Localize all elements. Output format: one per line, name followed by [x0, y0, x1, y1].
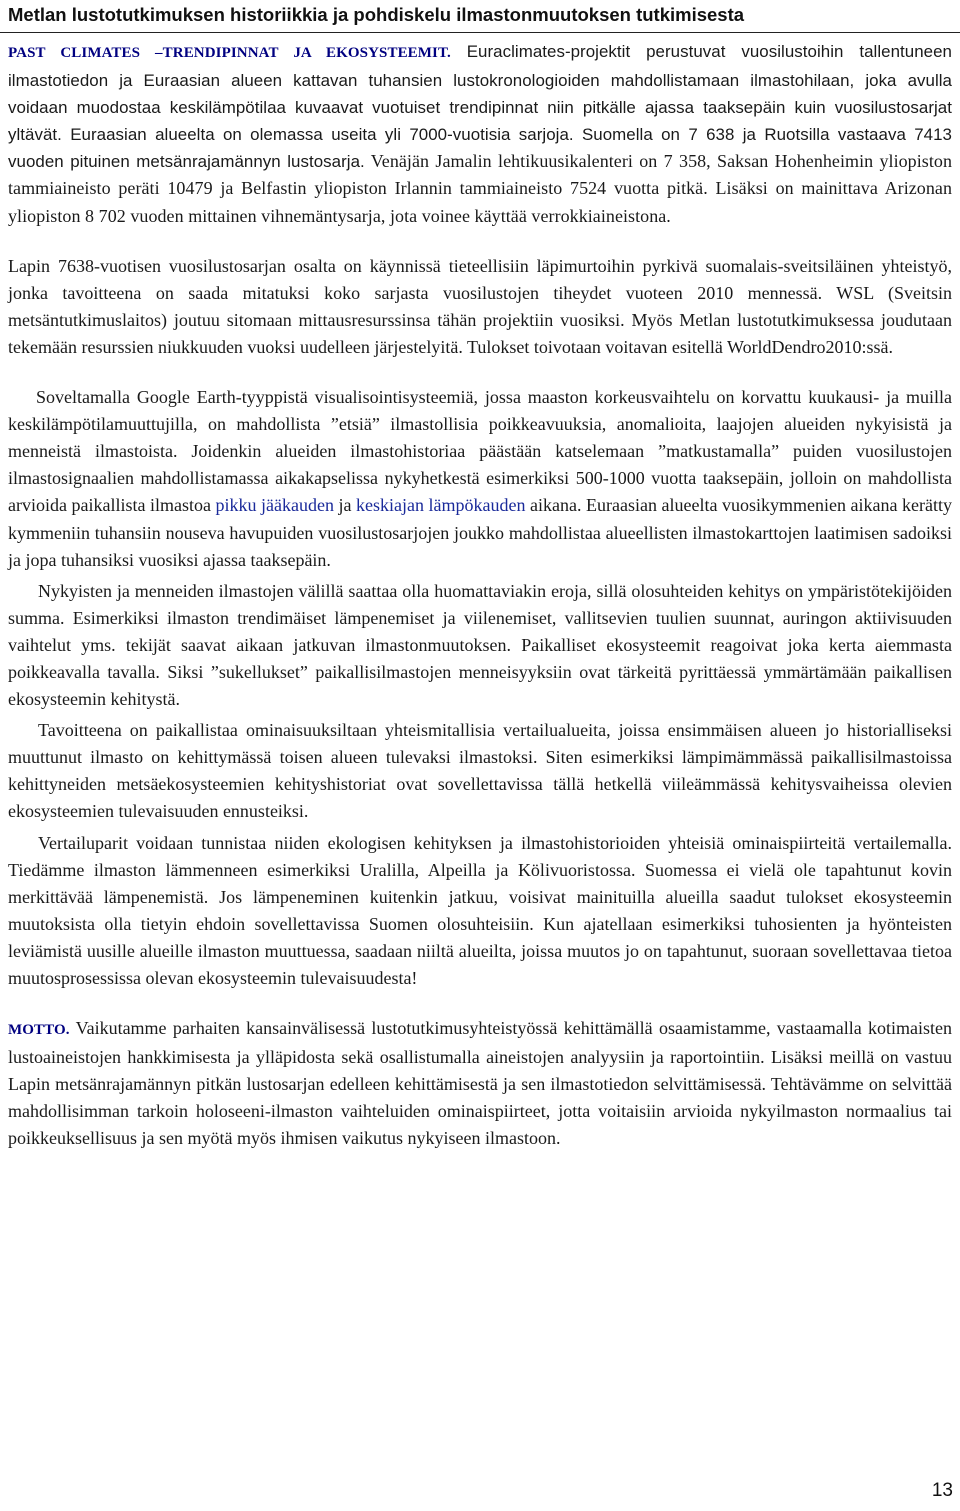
past-climates-text-a: Euraclimates-projektit perustuvat vuosilustoihin tallentuneen ilmastotiedon ja Euraasian alueen kattavan tuhansien lustokronologioiden mahdollistamaan ilmastohilaan, joka avulla voidaan muodostaa keskilämpötilaa kuvaavat vuotuiset trendipinnat niin pitkälle ajassa taaksepäin kuin vuosilustosarjat yltävät. Euraasian alueelta on olemassa useita yli 7000-vuotisia sarjoja. Suomella on 7 638 ja Ruotsilla vastaava 7413 vuoden pituinen metsänrajamännyn lustosarja. — [8, 42, 952, 172]
paragraph-past-climates — [8, 38, 952, 230]
paragraph-lappi: Lapin 7638-vuotisen vuosilustosarjan osalta on käynnissä tieteellisiin läpimurtoihin pyrkivä suomalais-sveitsiläinen yhteistyö, jonka tavoitteena on saada mitatuksi koko sarjasta vuosilustojen tiheydet vuoteen 2010 mennessä. WSL (Sveitsin metsäntutkimuslaitos) joutuu sitomaan mittausresurssinsa tähän projektiin vuosiksi. Myös Metlan lustotutkimuksessa joudutaan tekemään resurssien niukkuuden vuoksi uudelleen järjestelyitä. Tulokset toivotaan voitavan esitellä WorldDendro2010:ssä. — [8, 255, 952, 357]
link-pikku-jaakausi[interactable]: pikku jääkauden — [215, 495, 334, 516]
google-earth-text-c: aikana. Euraasian alueelta vuosikymmenien aikana kerätty kymmeniin tuhansiin nouseva havupuiden vuosilustosarjojen joukko mahdollistaa alueellisten ilmastokarttojen laatimisen sadoiksi ja jopa tuhansiksi vuosiksi ajassa taaksepäin. — [8, 495, 952, 570]
motto-text: Vaikutamme parhaiten kansainvälisessä lustotutkimusyhteistyössä kehittämällä osaamistamme, vastaamalla kotimaisten lustoaineistojen hankkimisesta ja ylläpidosta sekä osallistumalla aineistojen analyysiin ja raportointiin. Lisäksi meillä on vastuu Lapin metsänrajamännyn pitkän lustosarjan edelleen kehittämisestä ja sen ilmastotiedon selvittämisessä. Tehtävämme on selvittää mahdollisimman tarkoin holoseeni-ilmaston vaihteluiden ominaispiirteet, jotta voitaisiin arvioida nykyilmaston normaalius tai poikkeuksellisuus ja sen myötä myös ihmisen vaikutus nykyiseen ilmastoon. — [8, 1018, 952, 1149]
page-number: 13 — [931, 1480, 953, 1501]
google-earth-text-a: Soveltamalla Google Earth-tyyppistä visualisointisysteemiä, jossa maaston korkeusvaihtelu on korvattu kuukausi- ja muilla keskilämpötilamuuttujilla, on mahdollista ”etsiä” ilmastollisia poikkeavuuksia, anomalioita, laajojen alueiden nykyisistä ja menneistä ilmastoista. Joidenkin alueiden ilmastohistoriaa päästään katselemaan ”matkustamalla” puiden vuosilustojen ilmastosignaalien mahdollistamassa aikakapselissa nykyhetkestä esimerkiksi 500-1000 vuotta taaksepäin, jolloin on mahdollista arvioida paikallista ilmastoa — [8, 387, 952, 516]
page-header — [0, 0, 960, 33]
page-title: Metlan lustotutkimuksen historiikkia ja pohdiskelu ilmastonmuutoksen tutkimisesta — [8, 4, 745, 25]
link-keskiajan-lampokausi[interactable]: keskiajan lämpökauden — [356, 495, 526, 516]
paragraph-vertailuparit: Vertailuparit voidaan tunnistaa niiden ekologisen kehityksen ja ilmastohistorioiden yhteisiä ominaispiirteitä vertailemalla. Tiedämme ilmaston lämmenneen esimerkiksi Uralilla, Alpeilla ja Kölivuoristossa. Suomessa ei vielä ole tapahtunut kovin merkittävää lämpenemistä. Jos lämpeneminen kuitenkin jatkuu, voisivat mainituilla alueilla saadut tulokset ekosysteemin muutoksista olla tietyin ehdoin sovellettavissa Suomen olosuhteisiin. Kun ajatellaan esimerkiksi tuhosienten ja hyönteisten leviämistä uusille alueille ilmaston muuttuessa, saadaan niiltä alueilta, joissa muutos jo on tapahtunut, suoraan sovellettavaa tietoa muutosprosessissa olevan ekosysteemin tulevaisuudesta! — [8, 832, 952, 988]
lead-heading-past-climates: PAST CLIMATES –TRENDIPINNAT JA EKOSYSTEEMIT. — [8, 45, 451, 61]
past-climates-text-b: Venäjän Jamalin lehtikuusikalenteri on 7 358, Saksan Hohenheimin yliopiston tammiaineisto peräti 10479 ja Belfastin yliopiston Irlannin tammiaineisto 7524 vuotta pitkä. Lisäksi on mainittava Arizonan yliopiston 8 702 vuoden mittainen vihnemäntysarja, jota voinee käyttää verrokkiaineistona. — [8, 151, 952, 226]
paragraph-motto — [8, 1015, 952, 1152]
google-earth-text-b: ja — [334, 495, 357, 516]
document-body — [8, 38, 952, 1153]
lead-heading-motto: MOTTO. — [8, 1022, 70, 1039]
paragraph-google-earth — [8, 384, 952, 574]
paragraph-nykyisten: Nykyisten ja menneiden ilmastojen välillä saattaa olla huomattaviakin eroja, sillä olosuhteiden kehitys on ympäristötekijöiden summa. Esimerkiksi ilmaston trendimäiset lämpenemiset ja viilenemiset, vallitsevien tuulien suunnat, auringon aktiivisuuden vaihtelut yms. tekijät saavat aikaan jatkuvan ilmastonmuutoksen. Paikalliset ekosysteemit reagoivat joka kerta aiemmasta poikkeavalla tavalla. Siksi ”sukellukset” paikallisilmastojen menneisyyksiin ovat tärkeitä pyrittäessä ymmärtämään paikallisen ekosysteemin kehitystä. — [8, 580, 952, 710]
paragraph-tavoitteena: Tavoitteena on paikallistaa ominaisuuksiltaan yhteismitallisia vertailualueita, joissa ensimmäisen alueen jo historialliseksi muuttunut ilmasto on kehittymässä toisen alueen tulevaksi ilmastoksi. Siten esimerkiksi lämpimämmässä paikallisilmastoissa kehittyneiden metsäekosysteemien kehityshistoriat ovat sovellettavissa tällä hetkellä viileämmässä kehitysvaiheissa olevien ekosysteemien tulevaisuuden ennusteiksi. — [8, 720, 952, 822]
